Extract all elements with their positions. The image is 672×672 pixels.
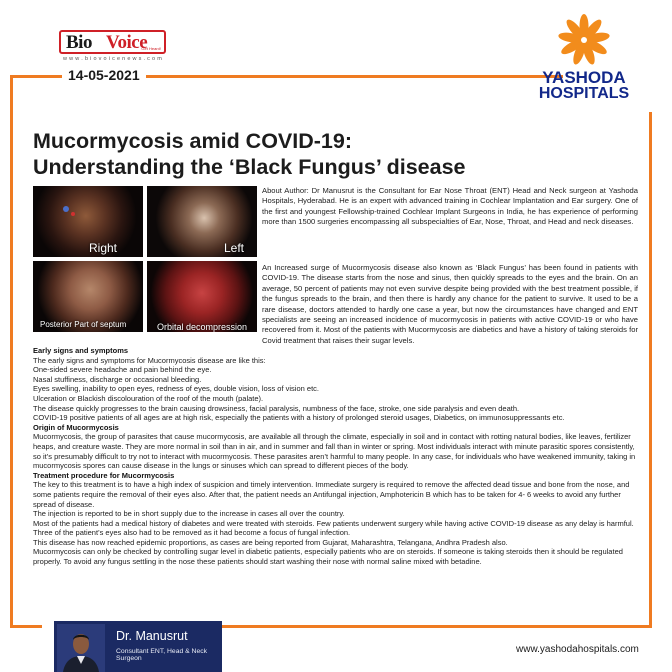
- marker-red: [71, 212, 75, 216]
- list-item: Ulceration or Blackish discolouration of the roof of the mouth (palate).: [33, 393, 264, 403]
- image-label-septum: Posterior Part of septum: [40, 320, 127, 329]
- article-title-line2: Understanding the ‘Black Fungus’ disease: [33, 155, 466, 179]
- image-label-orbital: Orbital decompression: [157, 322, 248, 332]
- hospital-name-line2: HOSPITALS: [538, 85, 630, 102]
- early-signs-heading: Early signs and symptoms: [33, 346, 129, 355]
- treatment-paragraph: Mucormycosis can only be checked by controlling sugar level in diabetic patients, especially patients who are on steroids. If someone is taking steroids then it should be regulated properly. To avoid any fungus settling in the nose these patients should start washing their nose with normal saline mixed with betadine.: [33, 547, 623, 567]
- frame-bottom-border-right: [222, 625, 652, 628]
- early-signs-intro: The early signs and symptoms for Mucormycosis disease are like this:: [33, 355, 266, 365]
- lotus-icon: [556, 12, 612, 68]
- hospital-name-line1: YASHODA: [542, 68, 626, 87]
- intro-paragraph: An Increased surge of Mucormycosis disease also known as ‘Black Fungus’ has been found in patients with COVID-19. The disease starts from the nose and sinus, then quickly spreads to the eyes and the brain. On an average, 50 percent of patients may not even survive despite being provided with the best treatment possible, if the fungus spreads to the brain, and then there is hardly any chance for the patient to survive. It used to be a rare disease, doctors attended to hardly one case a year, but now the circumstances have changed and ENT specialists are seeing an increased incidence of mucormycosis in patients with active COVID-19 or who have recovered from it. Most of the patients with Mucormycosis are diabetics and have a history of taking steroids for Covid treatment that raises their sugar levels.: [262, 263, 638, 345]
- origin-paragraph: Mucormycosis, the group of parasites that cause mucormycosis, are available all through the climate, especially in soil and in contact with rotting natural bodies, like leaves, fertilizer heaps, and creature waste. They are more normal in soil than in air, and in summer and fall than in winter or spring. Most individuals interact with minute parasitic spores consistently, so it’s presumably difficult to try not to interact with mucormycosis. These parasites aren’t harmful to many people. In any case, for individuals who have weakened immunity, taking in mucormycosis spores can cause disease in the lungs or sinuses which can spread to different pieces of the body.: [33, 432, 636, 471]
- frame-bottom-border-left: [10, 625, 42, 628]
- treatment-heading: Treatment procedure for Mucormycosis: [33, 470, 175, 480]
- author-photo: [57, 624, 105, 672]
- image-label-left: Left: [224, 241, 245, 255]
- about-author-paragraph: About Author: Dr Manusrut is the Consultant for Ear Nose Throat (ENT) Head and Neck surgeon at Yashoda Hospitals, Hyderabad. He is an expert with advanced training in Cochlear Implantation and Ear surgery. One of the first and youngest Fellowship-trained Cochlear Implant Surgeons in India, he has experience of performing more than 1500 surgeries encompassing all subspecialties of Ear, Nose, Throat, and Head and neck diseases.: [262, 186, 638, 227]
- biovoice-logo-bio: Bio: [66, 32, 92, 53]
- origin-heading: Origin of Mucormycosis: [33, 422, 119, 432]
- author-name: Dr. Manusrut: [116, 629, 188, 643]
- list-item: Eyes swelling, inability to open eyes, redness of eyes, double vision, loss of vision etc.: [33, 384, 319, 394]
- frame-right-border: [649, 112, 652, 628]
- list-item: Nasal stuffiness, discharge or occasional bleeding.: [33, 374, 202, 384]
- treatment-paragraph: The injection is reported to be in short supply due to the increase in cases all over the country.: [33, 509, 345, 519]
- treatment-paragraph: The key to this treatment is to have a high index of suspicion and timely intervention. Immediate surgery is required to remove the affected dead tissue and bone from the nose, and some patients require the removal of their eyes also. After that, the patient needs an Antifungal injection, Amphotericin B which has to be taken for 4- 6 weeks to avoid any further spread of disease.: [33, 480, 630, 509]
- author-badge: [54, 621, 222, 672]
- biovoice-tagline: Get Heard!: [141, 46, 161, 51]
- biovoice-logo-voice: Voice: [106, 32, 148, 53]
- author-portrait-icon: [57, 624, 105, 672]
- image-label-right: Right: [89, 241, 118, 255]
- publish-date: 14-05-2021: [62, 67, 146, 83]
- article-title: [33, 128, 633, 180]
- list-item: COVID-19 positive patients of all ages are at high risk, especially the patients with a history of prolonged steroid usages, Diabetics, on immunosuppressants etc.: [33, 413, 565, 423]
- biovoice-logo: [59, 30, 166, 64]
- yashoda-logo: [536, 12, 632, 108]
- endoscopy-image-septum: [33, 261, 143, 332]
- marker-blue: [63, 206, 69, 212]
- biovoice-url: w w w . b i o v o i c e n e w s . c o m: [63, 56, 163, 62]
- website-link[interactable]: www.yashodahospitals.com: [516, 644, 639, 655]
- frame-left-border: [10, 75, 13, 628]
- biovoice-logo-box: [59, 30, 166, 54]
- endoscopy-image-orbital: [147, 261, 257, 332]
- author-title: Consultant ENT, Head & Neck Surgeon: [116, 648, 208, 662]
- list-item: One-sided severe headache and pain behind the eye.: [33, 365, 212, 375]
- endoscopy-image-right: [33, 186, 143, 257]
- article-title-line1: Mucormycosis amid COVID-19:: [33, 129, 353, 153]
- list-item: The disease quickly progresses to the brain causing drowsiness, facial paralysis, numbness of the face, stroke, one side paralysis and even death.: [33, 403, 520, 413]
- article-body: [33, 346, 639, 567]
- treatment-paragraph: This disease has now reached epidemic proportions, as cases are being reported from Gujarat, Maharashtra, Telangana, Andhra Pradesh also.: [33, 537, 508, 547]
- endoscopy-image-left: [147, 186, 257, 257]
- treatment-paragraph: Most of the patients had a medical history of diabetes and were treated with steroids. Few patients underwent surgery while having active COVID-19 disease as any delay is harmful. Three of the patient’s eyes also had to be removed as it had become a focus of fungal infection.: [33, 518, 634, 538]
